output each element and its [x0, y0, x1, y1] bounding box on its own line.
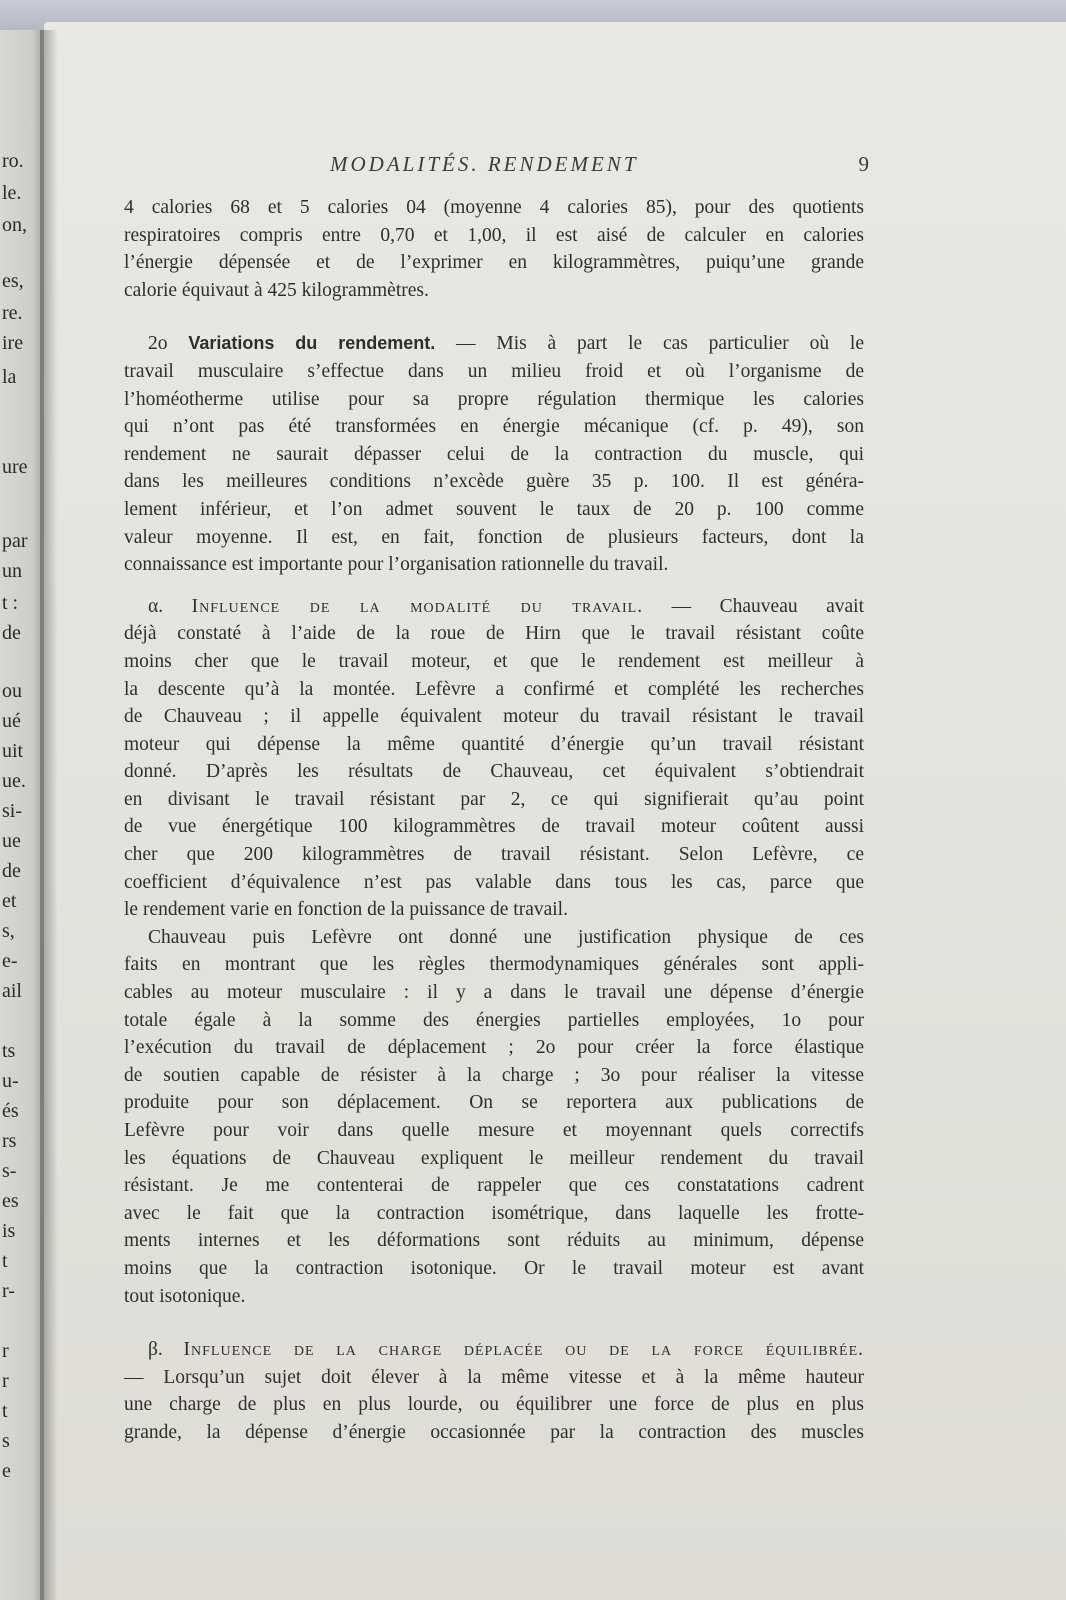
margin-fragment: on,: [2, 214, 27, 236]
text-line: en divisant le travail résistant par 2, ce qui signifierait qu’au point: [124, 788, 864, 810]
text-line: résistant. Je me contenterai de rappeler que ces constatations cadrent: [124, 1175, 864, 1197]
margin-fragment: ue.: [2, 770, 26, 792]
section-number: 2o: [148, 333, 168, 355]
section-variations: [124, 330, 864, 578]
text-line: travail musculaire s’effectue dans un milieu froid et où l’organisme de: [124, 360, 864, 382]
margin-fragment: si-: [2, 800, 22, 822]
text-line: calorie équivaut à 425 kilogrammètres.: [124, 279, 429, 301]
text-line: Lefèvre pour voir dans quelle mesure et moyennant quels correctifs: [124, 1120, 864, 1141]
page-number: 9: [858, 152, 869, 176]
text-line: qui n’ont pas été transformées en énergie mécanique (cf. p. 49), son: [124, 416, 864, 438]
text-line: le rendement varie en fonction de la puissance de travail.: [124, 899, 568, 921]
margin-fragment: et: [2, 890, 17, 912]
section-heading-line: [124, 330, 864, 358]
margin-fragment: és: [2, 1100, 19, 1122]
text-line: de vue énergétique 100 kilogrammètres de travail moteur coûtent aussi: [124, 816, 864, 838]
margin-fragment: par: [2, 530, 28, 552]
margin-fragment: rs: [2, 1130, 17, 1152]
section-heading: Variations du rendement.: [188, 333, 436, 354]
text-line: respiratoires compris entre 0,70 et 1,00, il est aisé de calculer en calories: [124, 224, 864, 246]
margin-fragment: t: [2, 1250, 8, 1272]
margin-fragment: es,: [2, 270, 24, 292]
running-head: [300, 152, 885, 182]
margin-fragment: ure: [2, 456, 28, 478]
text-line: de Chauveau ; il appelle équivalent moteur du travail résistant le travail: [124, 706, 864, 728]
text-line: l’exécution du travail de déplacement ; 2o pour créer la force élastique: [124, 1037, 864, 1059]
text-line: Chauveau puis Lefèvre ont donné une justification physique de ces: [148, 926, 864, 948]
margin-fragment: t :: [2, 592, 19, 614]
text-line: moins que la contraction isotonique. Or le travail moteur est avant: [124, 1257, 864, 1279]
gutter-shadow: [40, 30, 58, 1600]
text-line: moteur qui dépense la même quantité d’énergie qu’un travail résistant: [124, 733, 864, 755]
text-line: de soutien capable de résister à la charge ; 3o pour réaliser la vitesse: [124, 1064, 864, 1086]
text-line: produite pour son déplacement. On se reportera aux publications de: [124, 1092, 864, 1114]
text-line: la descente qu’à la montée. Lefèvre a confirmé et complété les recherches: [124, 678, 864, 700]
margin-fragment: s,: [2, 920, 15, 942]
text-line: grande, la dépense d’énergie occasionnée par la contraction des muscles: [124, 1421, 864, 1443]
text-line: déjà constaté à l’aide de la roue de Hirn que le travail résistant coûte: [124, 623, 864, 645]
margin-fragment: s-: [2, 1160, 17, 1182]
text-line: donné. D’après les résultats de Chauveau, cet équivalent s’obtiendrait: [124, 761, 864, 783]
margin-fragment: es: [2, 1190, 19, 1212]
margin-fragment: ué: [2, 710, 21, 732]
text-line: rendement ne saurait dépasser celui de la contraction du muscle, qui: [124, 443, 864, 465]
section-heading: Influence de la modalité du travail.: [191, 595, 644, 617]
text-line: l’homéotherme utilise pour sa propre régulation thermique les calories: [124, 388, 864, 410]
section-heading: Influence de la charge déplacée ou de la force équilibrée.: [183, 1339, 864, 1361]
margin-fragment: ou: [2, 680, 22, 702]
text-fragment: — Mis à part le cas particulier où le: [435, 333, 864, 355]
section-marker: α.: [148, 595, 164, 617]
text-line: dans les meilleures conditions n’excède guère 35 p. 100. Il est généra-: [124, 471, 864, 493]
margin-fragment: le.: [2, 182, 22, 204]
margin-fragment: r: [2, 1370, 9, 1392]
section-marker: β.: [148, 1339, 163, 1361]
margin-fragment: ue: [2, 830, 21, 852]
margin-fragment: de: [2, 622, 21, 644]
text-line: les équations de Chauveau expliquent le meilleur rendement du travail: [124, 1147, 864, 1169]
margin-fragment: t: [2, 1400, 8, 1422]
section-alpha: [124, 593, 864, 1310]
margin-fragment: ro.: [2, 150, 24, 172]
running-head-title: MODALITÉS. RENDEMENT: [330, 152, 639, 176]
text-line: valeur moyenne. Il est, en fait, fonction de plusieurs facteurs, dont la: [124, 526, 864, 548]
text-line: cables au moteur musculaire : il y a dans le travail une dépense d’énergie: [124, 982, 864, 1004]
margin-fragment: ts: [2, 1040, 16, 1062]
text-line: faits en montrant que les règles thermodynamiques générales sont appli-: [124, 954, 864, 976]
text-line: connaissance est importante pour l’organisation rationnelle du travail.: [124, 554, 669, 576]
section-heading-line: [124, 593, 864, 621]
text-line: moins cher que le travail moteur, et que le rendement est meilleur à: [124, 650, 864, 672]
text-line: tout isotonique.: [124, 1285, 246, 1307]
margin-fragment: re.: [2, 302, 23, 324]
text-line: lement inférieur, et l’on admet souvent le taux de 20 p. 100 comme: [124, 498, 864, 520]
text-line: totale égale à la somme des énergies partielles employées, 1o pour: [124, 1009, 864, 1031]
margin-fragment: la: [2, 366, 17, 388]
paragraph-1: [124, 194, 864, 304]
margin-fragment: ail: [2, 980, 22, 1002]
margin-fragment: un: [2, 560, 22, 582]
margin-fragment: s: [2, 1430, 10, 1452]
text-line: ments internes et les déformations sont réduits au minimum, dépense: [124, 1230, 864, 1252]
margin-fragment: r: [2, 1340, 9, 1362]
text-line: coefficient d’équivalence n’est pas valable dans tous les cas, parce que: [124, 871, 864, 893]
margin-fragment: e-: [2, 950, 18, 972]
margin-fragment: r-: [2, 1280, 15, 1302]
section-beta: [124, 1336, 864, 1446]
margin-fragment: e: [2, 1460, 11, 1482]
text-fragment: — Chauveau avait: [643, 595, 865, 617]
margin-fragment: uit: [2, 740, 24, 762]
text-line: l’énergie dépensée et de l’exprimer en kilogrammètres, puiqu’une grande: [124, 252, 864, 274]
section-heading-line: [124, 1336, 864, 1364]
margin-fragment: is: [2, 1220, 16, 1242]
margin-fragment: u-: [2, 1070, 19, 1092]
text-line: — Lorsqu’un sujet doit élever à la même vitesse et à la même hauteur: [124, 1366, 864, 1388]
text-line: 4 calories 68 et 5 calories 04 (moyenne 4 calories 85), pour des quotients: [124, 197, 864, 218]
text-line: une charge de plus en plus lourde, ou équilibrer une force de plus en plus: [124, 1394, 864, 1416]
margin-fragment: ire: [2, 332, 24, 354]
text-line: cher que 200 kilogrammètres de travail résistant. Selon Lefèvre, ce: [124, 844, 864, 866]
page-body: [124, 194, 864, 1447]
text-line: avec le fait que la contraction isométrique, dans laquelle les frotte-: [124, 1202, 864, 1224]
margin-fragment: de: [2, 860, 21, 882]
